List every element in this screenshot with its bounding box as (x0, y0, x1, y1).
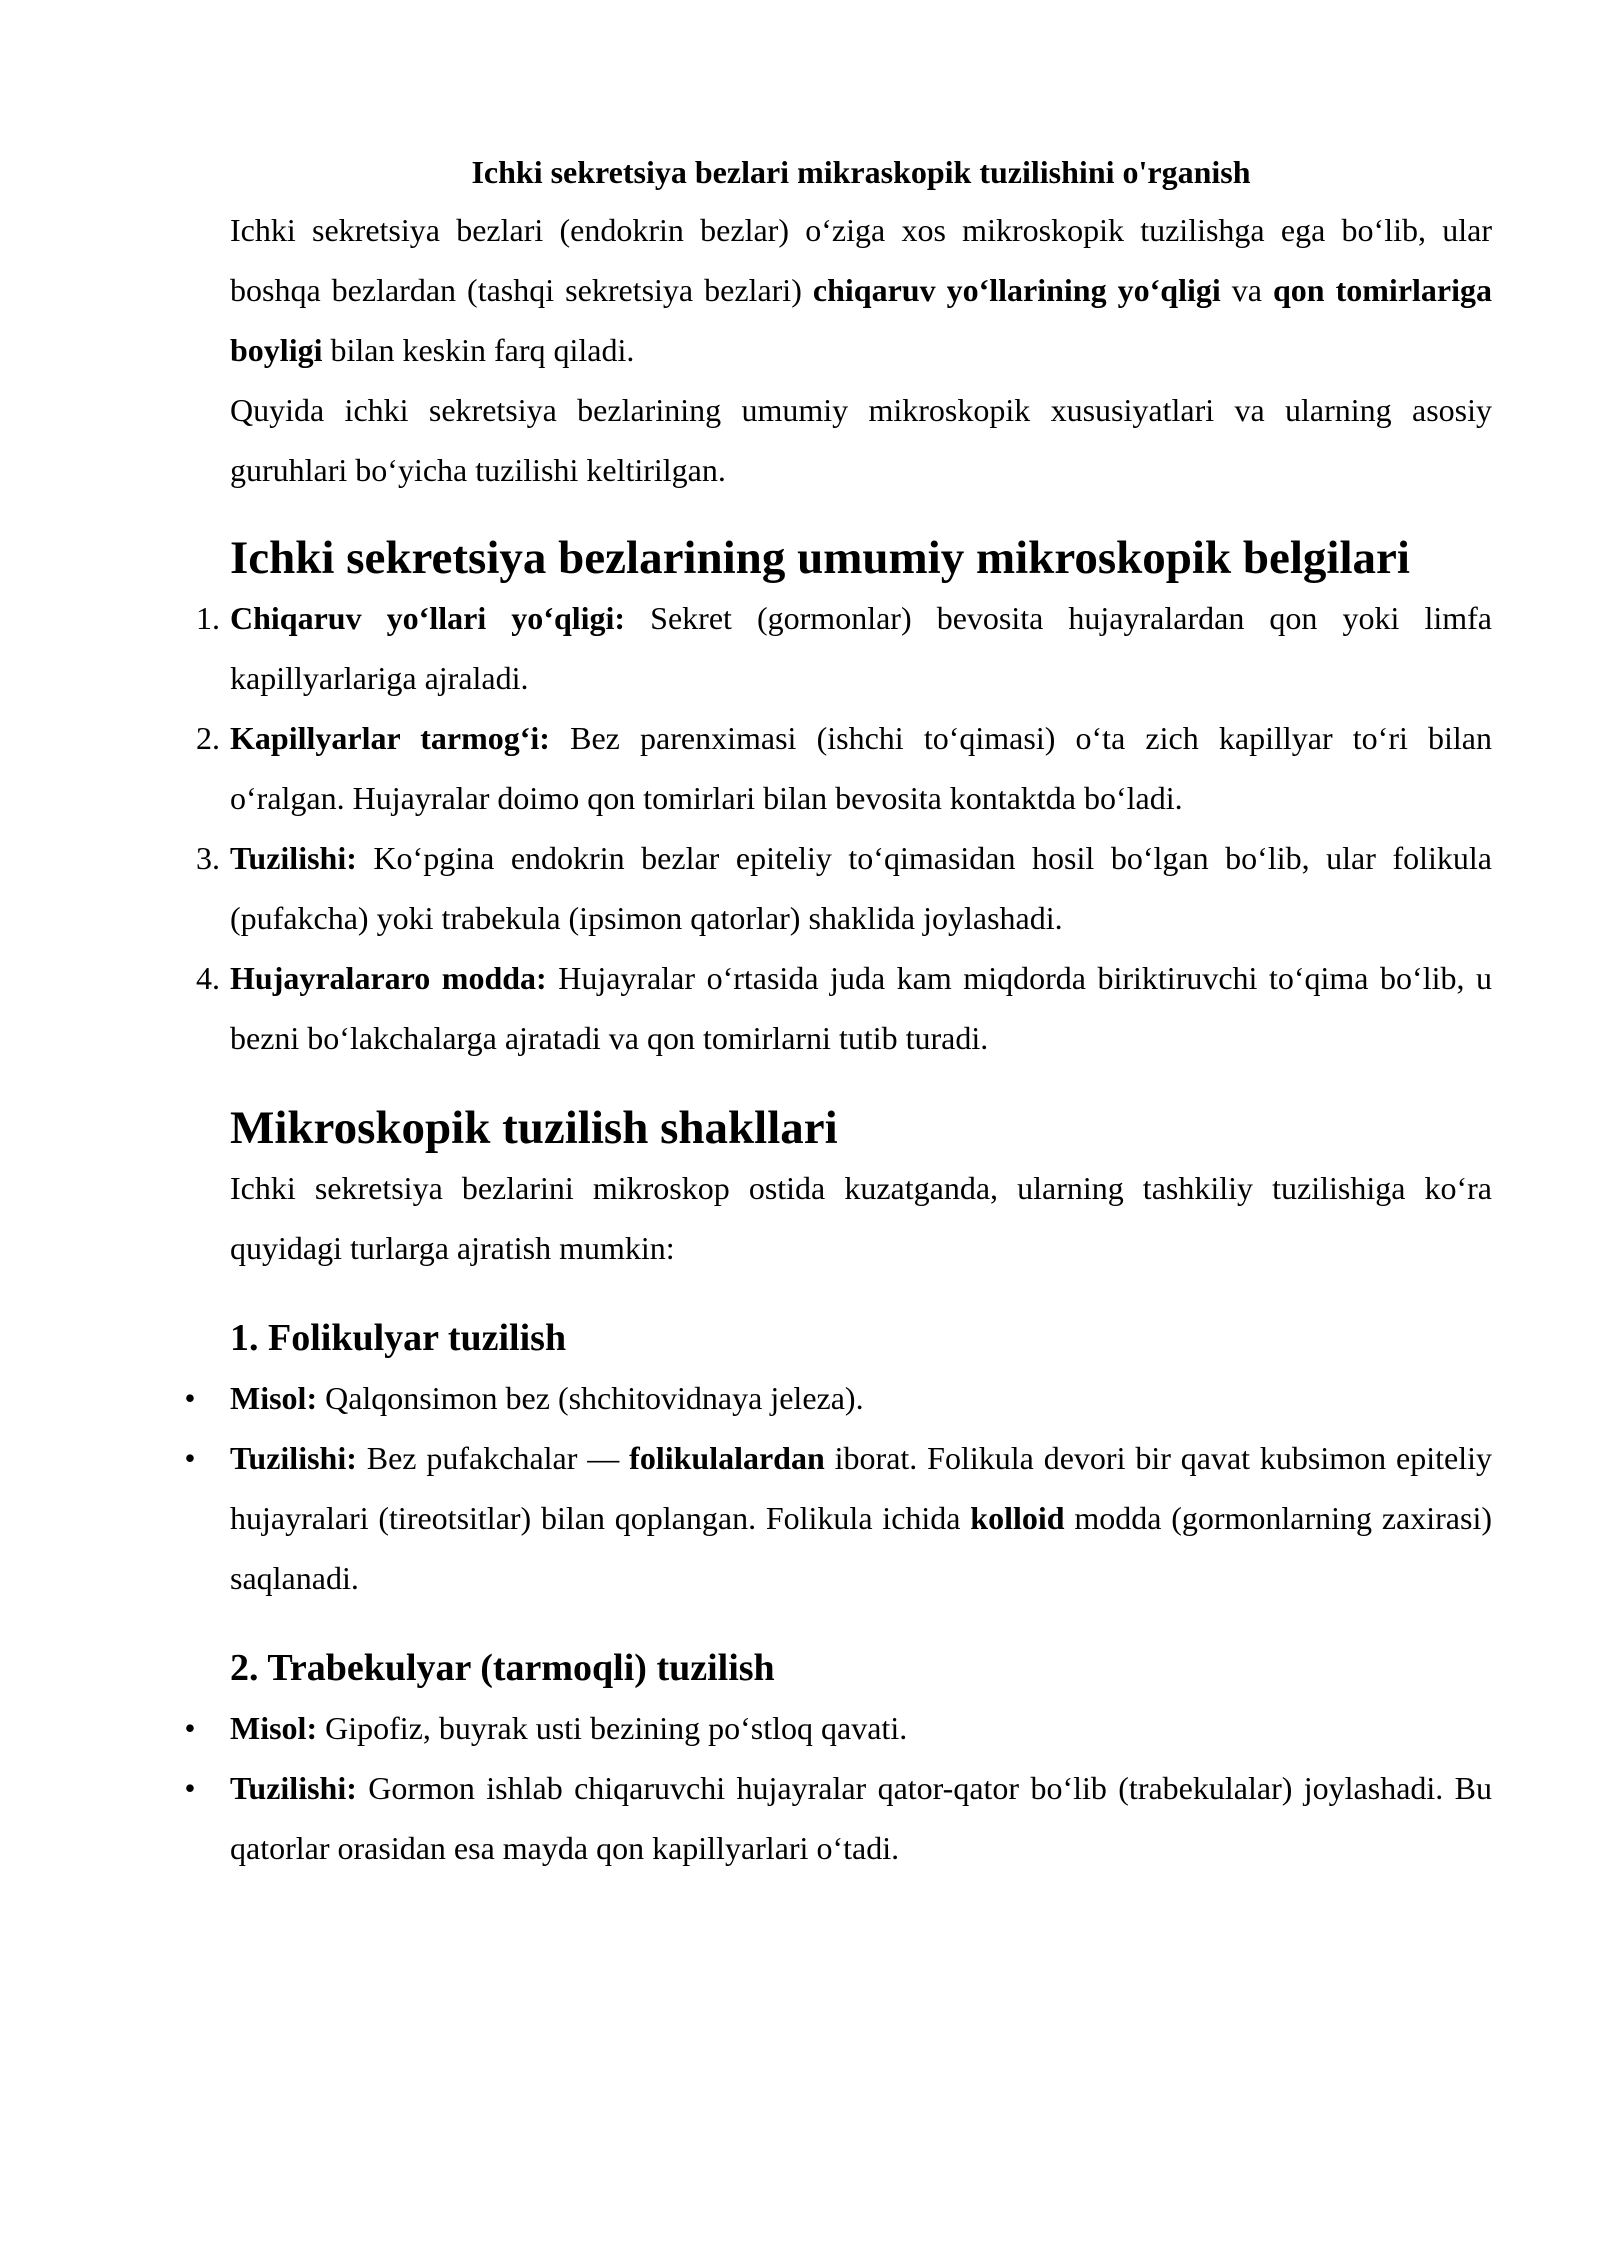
list-item: 2. Kapillyarlar tarmog‘i: Bez parenximasi (ishchi to‘qimasi) o‘ta zich kapillyar to‘ri bilan o‘ralgan. Hujayralar doimo qon tomirlari bilan bevosita kontaktda bo‘ladi. (230, 708, 1492, 828)
subsection-heading-trabecular: 2. Trabekulyar (tarmoqli) tuzilish (230, 1647, 775, 1689)
list-item: • Misol: Qalqonsimon bez (shchitovidnaya jeleza). (230, 1368, 1492, 1428)
list-item: 1. Chiqaruv yo‘llari yo‘qligi: Sekret (gormonlar) bevosita hujayralardan qon yoki limfa kapillyarlariga ajraladi. (230, 588, 1492, 708)
subsection-heading-follicular: 1. Folikulyar tuzilish (230, 1317, 567, 1359)
section-heading-general-features: Ichki sekretsiya bezlarining umumiy mikroskopik belgilari (230, 532, 1410, 584)
document-title: Ichki sekretsiya bezlari mikraskopik tuzilishini o'rganish (471, 154, 1251, 190)
bullet-icon: • (184, 1380, 196, 1416)
list-item: 3. Tuzilishi: Ko‘pgina endokrin bezlar epiteliy to‘qimasidan hosil bo‘lgan bo‘lib, ular folikula (pufakcha) yoki trabekula (ipsimon qatorlar) shaklida joylashadi. (230, 828, 1492, 948)
intro-paragraph-1: Ichki sekretsiya bezlari (endokrin bezlar) o‘ziga xos mikroskopik tuzilishga ega bo‘lib, ular boshqa bezlardan (tashqi sekretsiya bezlari) chiqaruv yo‘llarining yo‘qligi va qon tomirlariga boyligi bilan keskin farq qiladi. (230, 212, 1493, 368)
general-features-list (196, 588, 1493, 1068)
list-item: • Tuzilishi: Gormon ishlab chiqaruvchi hujayralar qator-qator bo‘lib (trabekulalar) joylashadi. Bu qatorlar orasidan esa mayda qon kapillyarlari o‘tadi. (230, 1758, 1492, 1878)
list-number: 3. (196, 840, 220, 876)
list-number: 2. (196, 720, 220, 756)
list-item: • Misol: Gipofiz, buyrak usti bezining po‘stloq qavati. (230, 1698, 1492, 1758)
bullet-icon: • (184, 1770, 196, 1806)
bullet-icon: • (184, 1710, 196, 1746)
list-number: 1. (196, 600, 220, 636)
structure-forms-intro: Ichki sekretsiya bezlarini mikroskop ostida kuzatganda, ularning tashkiliy tuzilishiga ko‘ra quyidagi turlarga ajratish mumkin: (230, 1170, 1492, 1266)
list-item: • Tuzilishi: Bez pufakchalar — folikulalardan iborat. Folikula devori bir qavat kubsimon epiteliy hujayralari (tireotsitlar) bilan qoplangan. Folikula ichida kolloid modda (gormonlarning zaxirasi) saqlanadi. (230, 1428, 1492, 1608)
follicular-list (184, 1368, 1493, 1608)
trabecular-list (184, 1698, 1492, 1878)
document-page (184, 150, 1493, 1878)
section-heading-structure-forms: Mikroskopik tuzilish shakllari (230, 1102, 838, 1154)
list-item: 4. Hujayralararo modda: Hujayralar o‘rtasida juda kam miqdorda biriktiruvchi to‘qima bo‘lib, u bezni bo‘lakchalarga ajratadi va qon tomirlarni tutib turadi. (230, 948, 1492, 1068)
bullet-icon: • (184, 1440, 196, 1476)
intro-paragraph-2: Quyida ichki sekretsiya bezlarining umumiy mikroskopik xususiyatlari va ularning asosiy guruhlari bo‘yicha tuzilishi keltirilgan. (230, 392, 1492, 488)
list-number: 4. (196, 960, 220, 996)
